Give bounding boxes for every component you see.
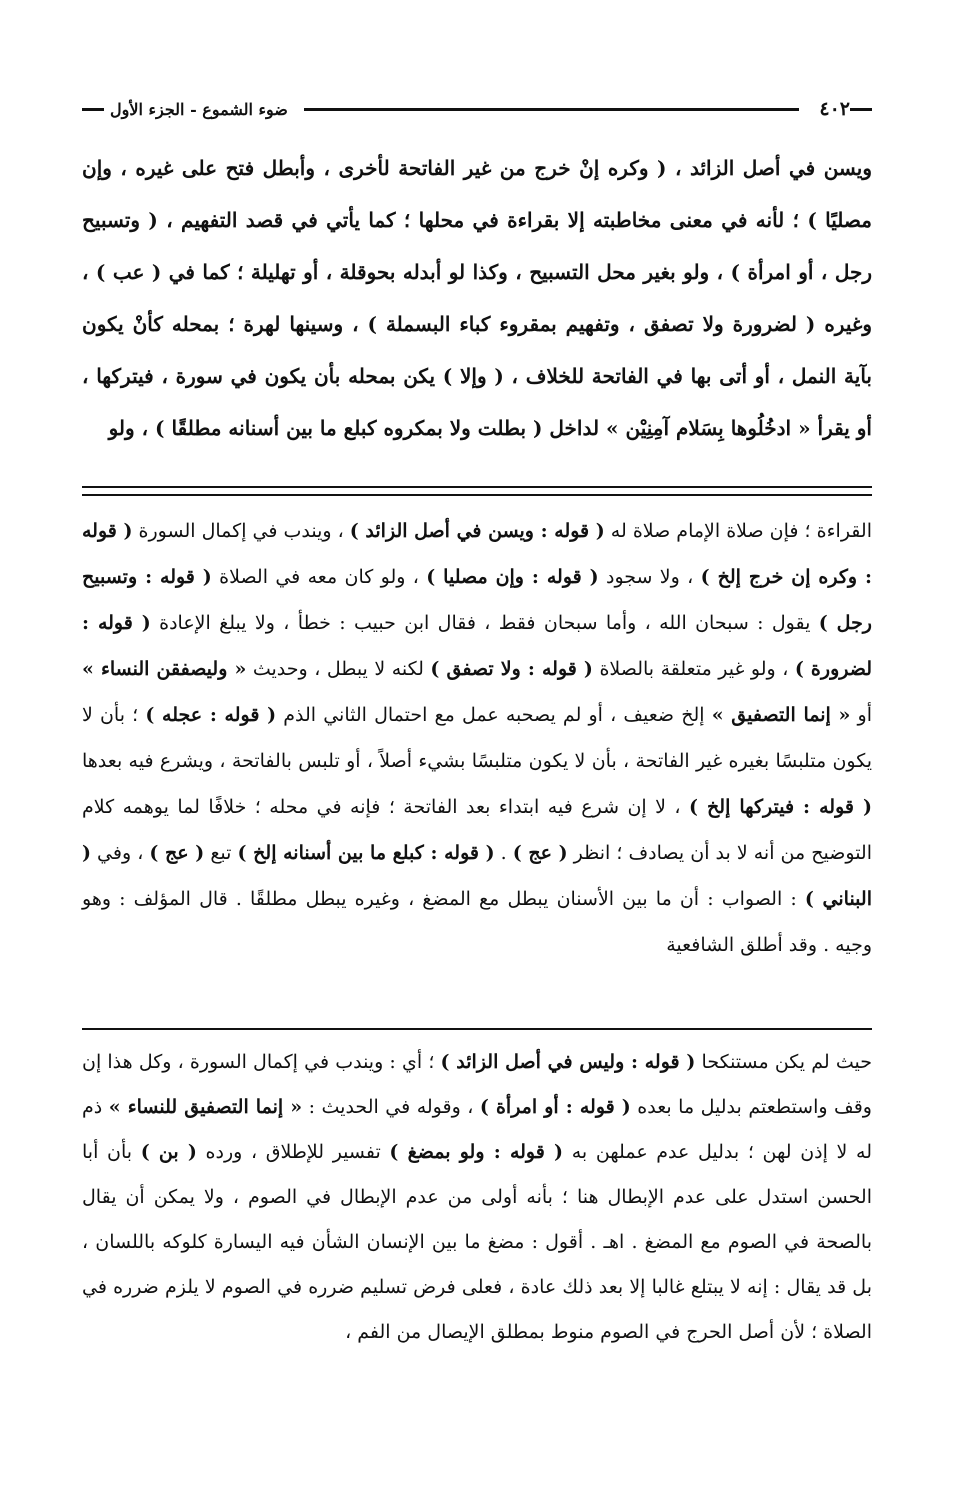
commentary-text: أو <box>850 704 873 726</box>
quoted-lemma: ( قوله : كبلع ما بين أسنانه إلخ ) <box>237 842 495 864</box>
quoted-lemma: ( قوله : ولو بمضغ ) <box>389 1141 564 1163</box>
quoted-lemma: « إنما التصفيق للنساء » <box>108 1096 303 1118</box>
quoted-lemma: ( قوله : وإن مصليا ) <box>426 566 599 588</box>
quoted-lemma: ( البناني ) <box>82 842 872 910</box>
commentary-text: ، لا إن شرع فيه ابتداء بعد الفاتحة ؛ فإنه في محله ؛ خلافًا لما يوهمه كلام التوضيح من أنه لا بد أن يصادف ؛ انظر <box>82 796 872 864</box>
commentary-text: ؛ بأن لا يكون متلبسًا بغيره غير الفاتحة ، بأن لا يكون متلبسًا بشيء أصلاً ، أو تلبس بالفاتحة ، ويشرع فيه بعدها <box>82 704 872 772</box>
commentary-text: القراءة ؛ فإن صلاة الإمام صلاة له <box>604 520 872 542</box>
quoted-lemma: ( بن ) <box>140 1141 197 1163</box>
quoted-lemma: ( قوله : وليس في أصل الزائد ) <box>440 1051 696 1073</box>
quoted-lemma: ( قوله : وتسبيح رجل ) <box>82 566 872 634</box>
commentary-text: ؛ أي : ويندب في إكمال السورة ، وكل هذا إن وقف واستطعتم بدليل ما بعده <box>82 1051 872 1118</box>
commentary-text: إلخ ضعيف ، أو لم يصحبه عمل مع احتمال الثاني الذم <box>276 704 712 726</box>
header-rule <box>304 108 800 111</box>
header-dash-right <box>850 108 872 111</box>
commentary-text: ، ولو غير متعلقة بالصلاة <box>592 658 795 680</box>
footnote-block-1 <box>82 508 872 968</box>
commentary-text: ، ولا سجود <box>598 566 701 588</box>
footnote-block-2 <box>82 1040 872 1355</box>
quoted-lemma: ( قوله : أو امرأة ) <box>479 1096 631 1118</box>
commentary-text: يقول : سبحان الله ، وأما سبحان فقط ، فقال ابن حبيب : خطأ ، ولا يبلغ الإعادة <box>150 612 819 634</box>
commentary-text: ، وفي <box>91 842 150 864</box>
quoted-lemma: ( عج ) <box>149 842 205 864</box>
main-footnote-separator <box>82 486 872 496</box>
commentary-text: تفسير للإطلاق ، ورده <box>196 1141 390 1163</box>
commentary-text: بأن أبا الحسن استدل على عدم الإبطال هنا ؛ بأنه أولى من عدم الإبطال في الصوم ، ولا يمكن أن يقال بالصحة في الصوم مع المضغ . اهـ . أقول : مضغ ما بين الإنسان الشأن فيه اليسارة كلوكه باللسان ، بل قد يقال : إنه لا يبتلع غالبا إلا بعد ذلك عادة ، فعلى فرض تسليم ضرره في الصوم لا يلزم ضرره في الصلاة ؛ لأن أصل الحرج في الصوم منوط بمطلق الإيصال من الفم ، <box>82 1141 872 1343</box>
quoted-lemma: ( قوله : عجله ) <box>145 704 277 726</box>
quoted-lemma: ( قوله : ويسن في أصل الزائد ) <box>349 520 605 542</box>
footnote-separator <box>82 1028 872 1030</box>
quoted-lemma: ( قوله : وكره إن خرج إلخ ) <box>82 520 873 588</box>
commentary-text: حيث لم يكن مستنكحا <box>695 1051 872 1073</box>
quoted-lemma: ( عج ) <box>512 842 568 864</box>
quoted-lemma: ( قوله : لضرورة ) <box>82 612 872 680</box>
quoted-lemma: « إنما التصفيق » <box>711 704 851 726</box>
quoted-lemma: ( قوله : ولا تصفق ) <box>430 658 593 680</box>
header-dash-left <box>82 108 104 111</box>
commentary-text: تبع <box>204 842 238 864</box>
commentary-text: ذم له لا إذن لهن ؛ بدليل عدم عملهن به <box>82 1096 872 1163</box>
main-text: ويسن في أصل الزائد ، ( وكره إنْ خرج من غير الفاتحة لأخرى ، وأبطل فتح على غيره ، وإن مصليًا ) ؛ لأنه في معنى مخاطبته إلا بقراءة في محلها ؛ كما يأتي في قصد التفهيم ، ( وتسبيح رجل ، أو امرأة ) ، ولو بغير محل التسبيح ، وكذا لو أبدله بحوقلة ، أو تهليلة ؛ كما في ( عب ) ، وغيره ( لضرورة ولا تصفق ، وتفهيم بمقروء كباء البسملة ) ، وسينها لهرة ؛ بمحله كأنْ يكون بآية النمل ، أو أتى بها في الفاتحة للخلاف ، ( وإلا ) يكن بمحله بأن يكون في سورة ، فيتركها ، أو يقرأ « ادخُلُوها بِسَلام آمِنِيْن » لداخل ( بطلت ولا بمكروه كبلع ما بين أسنانه مطلقًا ) ، ولو <box>82 156 872 440</box>
quoted-lemma: « وليصفقن النساء » <box>82 658 247 680</box>
commentary-text: ، ولو كان معه في الصلاة <box>211 566 427 588</box>
commentary-text: . <box>494 842 513 864</box>
commentary-text: : الصواب : أن ما بين الأسنان يبطل مع المضغ ، وغيره يبطل مطلقًا . قال المؤلف : وهو وجيه . وقد أطلق الشافعية <box>82 888 872 956</box>
page-header <box>82 92 872 126</box>
page-number: ٤٠٢ <box>819 98 850 120</box>
commentary-text: لكنه لا يبطل ، وحديث <box>246 658 431 680</box>
commentary-text: ، وقوله في الحديث : <box>302 1096 480 1118</box>
commentary-text: ، ويندب في إكمال السورة <box>132 520 350 542</box>
running-title: ضوء الشموع - الجزء الأول <box>110 99 288 119</box>
quoted-lemma: ( قوله : فيتركها إلخ ) <box>689 796 872 818</box>
